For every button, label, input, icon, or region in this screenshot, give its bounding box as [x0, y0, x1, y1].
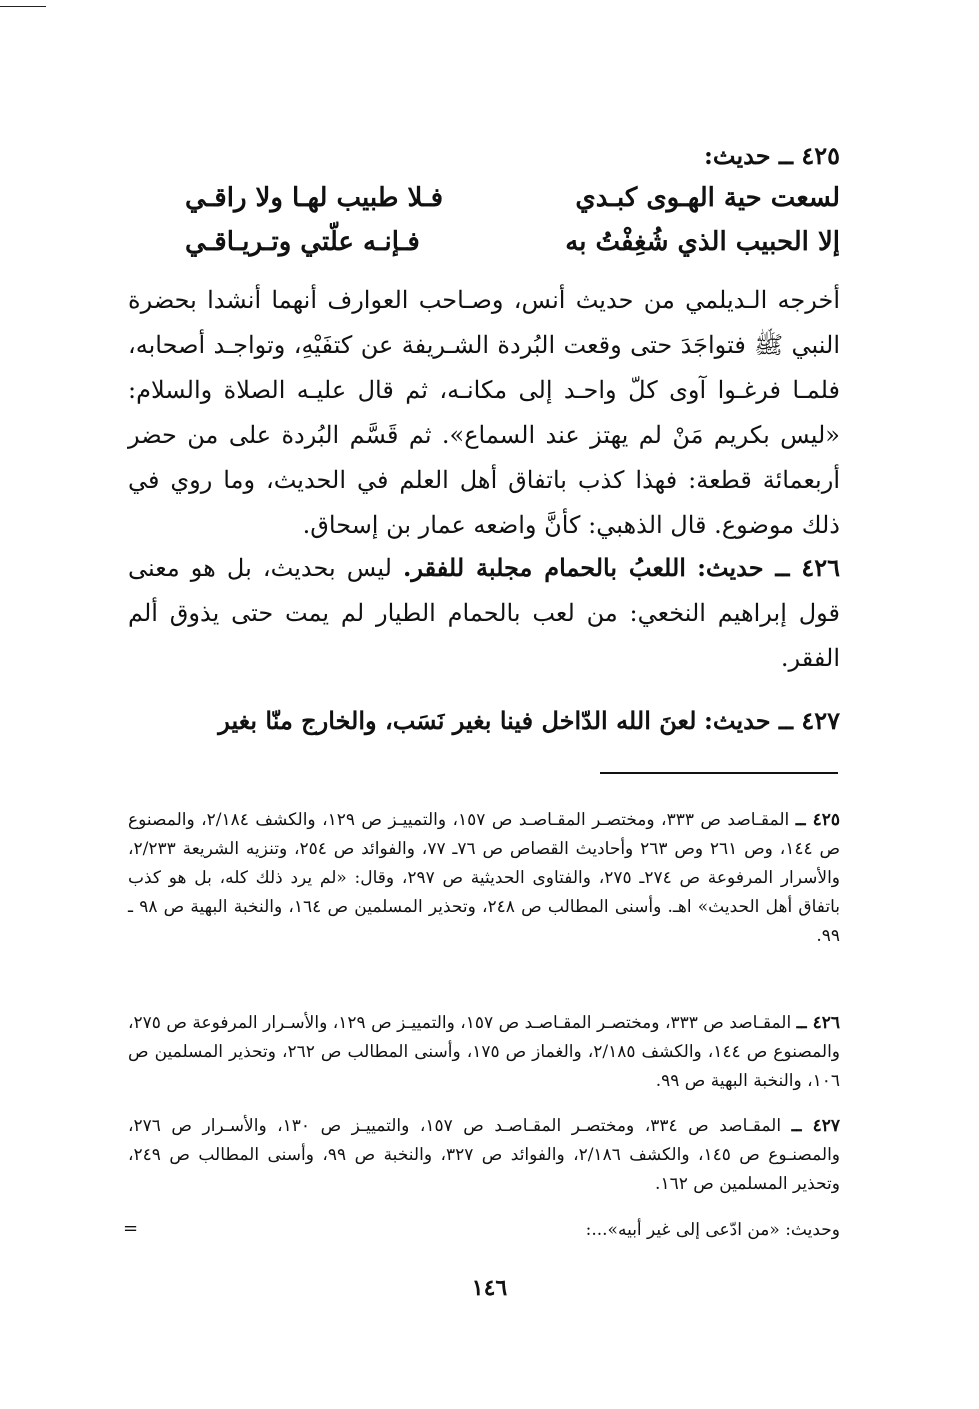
hadith-426-title: اللعبُ بالحمام مجلبة للفقر. — [403, 553, 686, 582]
footnote-426-text: المقـاصد ص ٣٣٣، ومختصـر المقـاصـد ص ١٥٧، والتمييـز ص ١٢٩، والأسـرار المرفوعة ص ٢٧٥، والمصنوع ص ١٤٤، والكشف ٢/١٨٥، والغماز ص ١٧٥، وأسنى المطالب ص ٢٦٢، وتحذير المسلمين ص ١٠٦، والنخبة البهية ص ٩٩. — [128, 1013, 841, 1091]
verse-line-2 — [185, 222, 840, 262]
footnote-separator — [600, 772, 838, 774]
hadith-427-title: لعنَ الله الدّاخل فينا بغير نَسَب، والخارج منّا بغير — [218, 706, 697, 735]
hadith-427-paragraph — [128, 698, 840, 744]
footnote-427-text: المقـاصد ص ٣٣٤، ومختصـر المقـاصـد ص ١٥٧، والتمييـز ص ١٣٠، والأسـرار ص ٢٧٦، والمصنـوع ص ١٤٥، والكشف ٢/١٨٦، والفوائد ص ٣٢٧، والنخبة ص ٩٩، وأسنى المطالب ص ٢٤٩، وتحذير المسلمين ص ١٦٢. — [128, 1116, 841, 1194]
verse-2-second-hemistich: فـإنـه علّتي وتـريـاقـي — [185, 227, 420, 257]
hadith-426-paragraph — [128, 545, 840, 681]
hadith-426-text: ليس بحديث، بل هو معنى قول إبراهيم النخعي: من لعب بالحمام الطيار لم يمت حتى يذوق ألم الفقر. — [128, 554, 840, 672]
footnote-425-number: ٤٢٥ ــ — [795, 810, 841, 830]
hadith-427-number: ٤٢٧ ــ حديث: — [704, 706, 840, 735]
hadith-425-header — [704, 136, 840, 176]
hadith-426-number: ٤٢٦ ــ حديث: — [697, 553, 840, 582]
hadith-425-number: ٤٢٥ ــ حديث: — [704, 141, 840, 170]
verse-1-second-hemistich: فـلا طبيب لهـا ولا راقـي — [185, 183, 444, 213]
footnote-426-number: ٤٢٦ ــ — [796, 1013, 840, 1033]
footnote-427 — [128, 1112, 840, 1199]
footnote-426 — [128, 1009, 840, 1096]
verse-1-first-hemistich: لسعت حية الهـوى كبـدي — [575, 183, 840, 213]
footnote-425-text: المقـاصد ص ٣٣٣، ومختصـر المقـاصـد ص ١٥٧، والتمييـز ص ١٢٩، والكشف ٢/١٨٤، والمصنوع ص ١٤٤، وص ٢٦١ وص ٢٦٣ وأحاديث القصاص ص ٧٦ـ ٧٧، والفوائد ص ٢٥٤، وتنزيه الشريعة ٢/٢٣٣، والأسرار المرفوعة ص ٢٧٤ـ ٢٧٥، والفتاوى الحديثية ص ٢٩٧، وقال: «لم يرد ذلك كله، بل هو كذب باتفاق أهل الحديث» اهـ. وأسنى المطالب ص ٢٤٨، وتحذير المسلمين ص ١٦٤، والنخبة البهية ص ٩٨ ـ ٩٩. — [128, 810, 840, 946]
page-number: ١٤٦ — [471, 1275, 508, 1301]
verse-2-first-hemistich: إلا الحبيب الذي شُغِفْتُ به — [565, 227, 840, 257]
corner-rule — [0, 6, 46, 7]
footnote-continuation: وحديث: «من ادّعى إلى غير أبيه»...: — [585, 1220, 840, 1240]
footnote-425 — [128, 806, 840, 951]
hadith-425-commentary: أخرجه الـديلمي من حديث أنس، وصـاحب العوارف أنهما أنشدا بحضرة النبي ﷺ فتواجَدَ حتى وقعت البُردة الشـريفة عن كتفَيْهِ، وتواجـد أصحابه، فلمـا فرغـوا آوى كلّ واحـد إلى مكانـه، ثم قال عليـه الصلاة والسلام: «ليس بكريم مَنْ لم يهتز عند السماع». ثم قَسَّم البُردة على من حضر أربعمائة قطعة: فهذا كذب باتفاق أهل العلم في الحديث، وما روي في ذلك موضوع. قال الذهبي: كأنَّ واضعه عمار بن إسحاق. — [128, 286, 841, 539]
continuation-mark: = — [123, 1218, 139, 1239]
verse-line-1 — [185, 178, 840, 218]
footnote-427-number: ٤٢٧ ــ — [791, 1116, 840, 1136]
